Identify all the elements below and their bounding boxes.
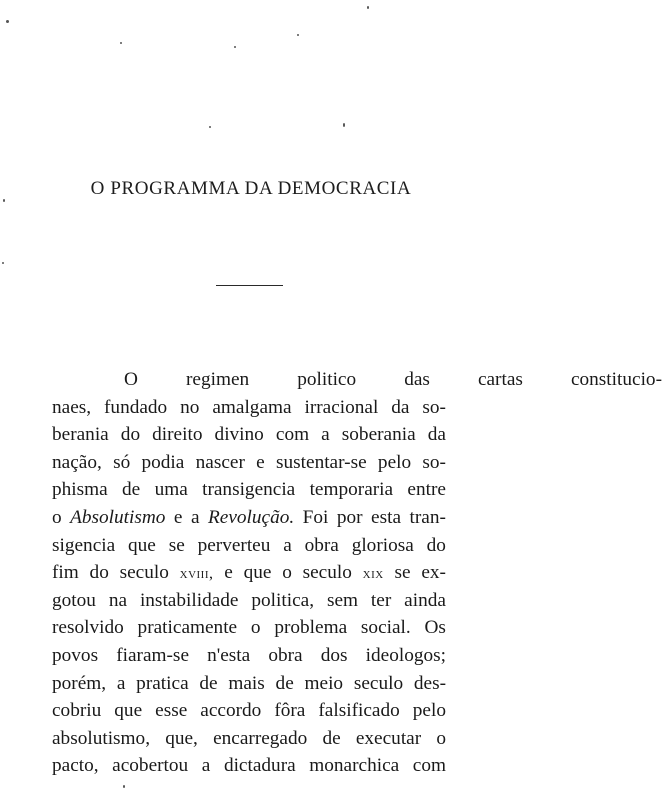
paragraph-line: naes, fundado no amalgama irracional da so- [52,396,446,418]
scan-speck [343,123,345,127]
paragraph-line: porém, a pratica de mais de meio seculo des- [52,672,446,694]
scan-speck [234,46,236,48]
paragraph-line: resolvido praticamente o problema social. Os [52,617,446,639]
body-paragraph [52,366,662,780]
paragraph-line: phisma de uma transigencia temporaria entre [52,479,446,501]
scan-speck [367,6,369,9]
paragraph-line: o Absolutismo e a Revolução. Foi por esta tran- [52,506,446,528]
paragraph-line: cobriu que esse accordo fôra falsificado pelo [52,700,446,722]
scan-speck [6,20,9,23]
scan-speck [3,199,5,202]
scan-speck [297,34,299,36]
chapter-title: O PROGRAMMA DA DEMOCRACIA [90,178,412,199]
title-divider [216,285,283,286]
paragraph-line: fim do seculo xviii, e que o seculo xix se ex- [52,562,446,584]
scan-speck [120,42,122,44]
paragraph-line: nação, só podia nascer e sustentar-se pelo so- [52,451,446,473]
scan-speck [123,785,125,788]
scan-speck [2,262,4,264]
paragraph-line: berania do direito divino com a soberania da [52,424,446,446]
paragraph-line: absolutismo, que, encarregado de executar o [52,727,446,749]
scan-speck [209,126,211,128]
paragraph-line: pacto, acobertou a dictadura monarchica com [52,755,446,777]
paragraph-line: O regimen politico das cartas constitucio- [124,369,662,390]
paragraph-line: povos fiaram-se n'esta obra dos ideologos; [52,644,446,666]
paragraph-line: gotou na instabilidade politica, sem ter ainda [52,589,446,611]
paragraph-line: sigencia que se perverteu a obra gloriosa do [52,534,446,556]
